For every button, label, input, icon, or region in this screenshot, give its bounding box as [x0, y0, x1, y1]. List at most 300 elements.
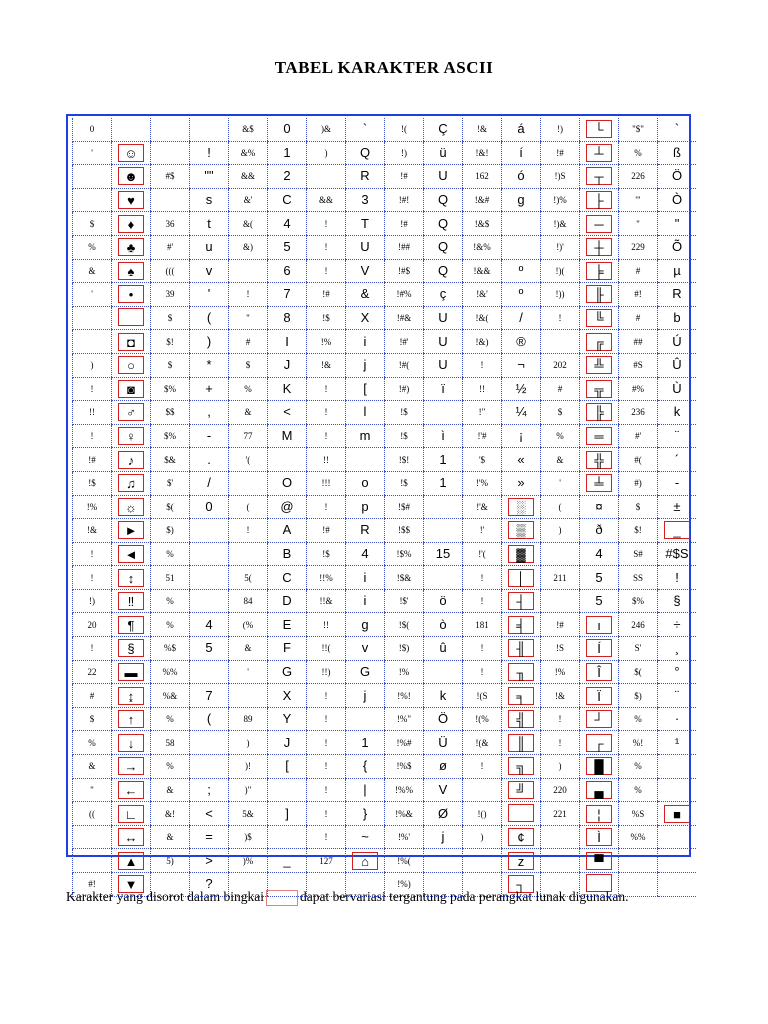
char-cell: [: [268, 755, 307, 779]
code-cell: #!: [619, 283, 658, 307]
char-cell: ¼: [502, 401, 541, 425]
char-cell: [190, 755, 229, 779]
char-cell: [580, 707, 619, 731]
char-cell: ð: [580, 519, 619, 543]
code-cell: !%: [307, 330, 346, 354]
char-cell: T: [346, 212, 385, 236]
code-cell: #): [619, 471, 658, 495]
highlighted-char: ▄: [586, 781, 612, 799]
char-cell: [112, 495, 151, 519]
char-cell: @: [268, 495, 307, 519]
code-cell: !%: [541, 660, 580, 684]
code-cell: 221: [541, 802, 580, 826]
char-cell: C: [268, 566, 307, 590]
char-cell: o: [346, 471, 385, 495]
code-cell: !%): [385, 873, 424, 897]
code-cell: #$: [151, 165, 190, 189]
code-cell: !%': [385, 825, 424, 849]
code-cell: 5): [151, 849, 190, 873]
table-row: [73, 755, 697, 779]
code-cell: 127: [307, 849, 346, 873]
char-cell: 0: [190, 495, 229, 519]
code-cell: [151, 141, 190, 165]
code-cell: $): [619, 684, 658, 708]
code-cell: !!: [307, 448, 346, 472]
char-cell: Õ: [658, 235, 697, 259]
char-cell: [502, 825, 541, 849]
char-cell: b: [658, 306, 697, 330]
code-cell: !#: [307, 519, 346, 543]
code-cell: !!): [307, 660, 346, 684]
code-cell: &: [73, 259, 112, 283]
code-cell: !#): [385, 377, 424, 401]
char-cell: [502, 707, 541, 731]
char-cell: [424, 401, 463, 425]
code-cell: )": [229, 778, 268, 802]
char-cell: [112, 424, 151, 448]
code-cell: 77: [229, 424, 268, 448]
code-cell: [619, 849, 658, 873]
code-cell: %: [151, 542, 190, 566]
char-cell: [580, 283, 619, 307]
highlighted-char: ∟: [118, 805, 144, 823]
highlighted-char: ▬: [118, 663, 144, 681]
highlighted-char: Í: [586, 639, 612, 657]
highlighted-char: ├: [586, 191, 612, 209]
code-cell: !S: [541, 637, 580, 661]
char-cell: [580, 637, 619, 661]
code-cell: %$: [151, 637, 190, 661]
char-cell: j: [346, 353, 385, 377]
code-cell: !&&: [463, 259, 502, 283]
highlighted-char: ▲: [118, 852, 144, 870]
char-cell: [580, 448, 619, 472]
highlighted-char: ┘: [586, 710, 612, 728]
code-cell: !&: [73, 519, 112, 543]
code-cell: !: [463, 755, 502, 779]
char-cell: (: [190, 306, 229, 330]
code-cell: !$: [385, 424, 424, 448]
char-cell: 5: [580, 566, 619, 590]
char-cell: [424, 849, 463, 873]
char-cell: D: [268, 589, 307, 613]
highlighted-char: ı: [586, 616, 612, 634]
code-cell: )!: [229, 755, 268, 779]
code-cell: !&!: [463, 141, 502, 165]
code-cell: (%: [229, 613, 268, 637]
char-cell: ö: [424, 589, 463, 613]
char-cell: [658, 755, 697, 779]
char-cell: [112, 684, 151, 708]
table-row: [73, 212, 697, 236]
code-cell: &&: [307, 188, 346, 212]
char-cell: !: [658, 566, 697, 590]
code-cell: !)(: [541, 259, 580, 283]
code-cell: !: [307, 755, 346, 779]
table-row: [73, 660, 697, 684]
table-row: [73, 684, 697, 708]
char-cell: [502, 755, 541, 779]
code-cell: !": [463, 401, 502, 425]
code-cell: !: [307, 731, 346, 755]
table-row: [73, 330, 697, 354]
code-cell: !$%: [385, 542, 424, 566]
code-cell: S#: [619, 542, 658, 566]
char-cell: [580, 377, 619, 401]
code-cell: $&: [151, 448, 190, 472]
code-cell: &: [229, 637, 268, 661]
code-cell: !%: [73, 495, 112, 519]
code-cell: !: [463, 353, 502, 377]
code-cell: !'#: [463, 424, 502, 448]
char-cell: [112, 519, 151, 543]
code-cell: $%: [151, 424, 190, 448]
highlighted-char: ░: [508, 498, 534, 516]
char-cell: [502, 589, 541, 613]
highlighted-char: ╬: [586, 451, 612, 469]
char-cell: ': [190, 283, 229, 307]
char-cell: `: [658, 118, 697, 141]
highlighted-char: [508, 804, 534, 822]
highlighted-char: ♫: [118, 474, 144, 492]
code-cell: !: [307, 825, 346, 849]
code-cell: 211: [541, 566, 580, 590]
code-cell: 22: [73, 660, 112, 684]
code-cell: !(%: [463, 707, 502, 731]
char-cell: J: [268, 731, 307, 755]
char-cell: [502, 684, 541, 708]
char-cell: O: [268, 471, 307, 495]
char-cell: R: [346, 519, 385, 543]
code-cell: 202: [541, 353, 580, 377]
char-cell: [190, 660, 229, 684]
char-cell: #$S: [658, 542, 697, 566]
char-cell: [502, 802, 541, 826]
code-cell: %: [541, 424, 580, 448]
highlighted-char: z: [508, 852, 534, 870]
char-cell: -: [190, 424, 229, 448]
char-cell: I: [268, 330, 307, 354]
code-cell: !)&: [541, 212, 580, 236]
table-row: [73, 778, 697, 802]
char-cell: A: [268, 519, 307, 543]
highlighted-char: ╝: [508, 781, 534, 799]
char-cell: [112, 566, 151, 590]
char-cell: 15: [424, 542, 463, 566]
code-cell: [541, 825, 580, 849]
code-cell: !$(: [385, 613, 424, 637]
highlighted-char: ☻: [118, 167, 144, 185]
char-cell: ¤: [580, 495, 619, 519]
code-cell: $%: [151, 377, 190, 401]
code-cell: 20: [73, 613, 112, 637]
highlighted-char: Ì: [586, 828, 612, 846]
char-cell: [112, 353, 151, 377]
char-cell: [112, 141, 151, 165]
char-cell: [190, 566, 229, 590]
highlighted-char: ◄: [118, 545, 144, 563]
highlighted-char: ╟: [586, 285, 612, 303]
code-cell: !#%: [385, 283, 424, 307]
char-cell: [112, 660, 151, 684]
code-cell: !%": [385, 707, 424, 731]
code-cell: %%: [151, 660, 190, 684]
code-cell: !%!: [385, 684, 424, 708]
code-cell: ': [73, 141, 112, 165]
code-cell: 162: [463, 165, 502, 189]
char-cell: [502, 613, 541, 637]
char-cell: 4: [346, 542, 385, 566]
char-cell: |: [346, 778, 385, 802]
code-cell: &!: [151, 802, 190, 826]
code-cell: &': [229, 188, 268, 212]
code-cell: )&: [307, 118, 346, 141]
char-cell: Y: [268, 707, 307, 731]
code-cell: !$: [385, 471, 424, 495]
table-row: [73, 542, 697, 566]
char-cell: X: [268, 684, 307, 708]
char-cell: [502, 849, 541, 873]
code-cell: [151, 118, 190, 141]
char-cell: [658, 519, 697, 543]
code-cell: !!: [463, 377, 502, 401]
char-cell: ó: [502, 165, 541, 189]
table-row: [73, 188, 697, 212]
code-cell: !%(: [385, 849, 424, 873]
code-cell: !#(: [385, 353, 424, 377]
highlighted-char: ╩: [586, 356, 612, 374]
code-cell: !: [307, 259, 346, 283]
code-cell: [463, 778, 502, 802]
code-cell: !&): [463, 330, 502, 354]
char-cell: [580, 424, 619, 448]
code-cell: &): [229, 235, 268, 259]
code-cell: !#: [307, 283, 346, 307]
char-cell: Q: [346, 141, 385, 165]
code-cell: !#: [73, 448, 112, 472]
code-cell: ": [73, 778, 112, 802]
char-cell: [580, 684, 619, 708]
code-cell: %&: [151, 684, 190, 708]
code-cell: !(S: [463, 684, 502, 708]
char-cell: [502, 566, 541, 590]
code-cell: !!: [73, 401, 112, 425]
char-cell: ò: [424, 613, 463, 637]
char-cell: [190, 118, 229, 141]
char-cell: ;: [190, 778, 229, 802]
char-cell: [112, 188, 151, 212]
code-cell: !$: [307, 306, 346, 330]
highlighted-char: ‼: [118, 592, 144, 610]
char-cell: û: [424, 637, 463, 661]
char-cell: v: [190, 259, 229, 283]
code-cell: [73, 188, 112, 212]
code-cell: ': [229, 660, 268, 684]
highlighted-char: ♦: [118, 215, 144, 233]
char-cell: k: [658, 401, 697, 425]
char-cell: [580, 660, 619, 684]
highlighted-char: █: [586, 757, 612, 775]
char-cell: [112, 755, 151, 779]
highlighted-char: •: [118, 285, 144, 303]
code-cell: !#': [385, 330, 424, 354]
code-cell: 5&: [229, 802, 268, 826]
char-cell: [658, 778, 697, 802]
code-cell: !: [73, 424, 112, 448]
code-cell: $!: [151, 330, 190, 354]
code-cell: !: [307, 212, 346, 236]
char-cell: Ø: [424, 802, 463, 826]
table-row: [73, 165, 697, 189]
code-cell: !$: [307, 542, 346, 566]
char-cell: ï: [424, 377, 463, 401]
char-cell: M: [268, 424, 307, 448]
char-cell: Ò: [658, 188, 697, 212]
code-cell: [229, 542, 268, 566]
code-cell: !(): [463, 802, 502, 826]
code-cell: !$&: [385, 566, 424, 590]
char-cell: [580, 353, 619, 377]
char-cell: [580, 141, 619, 165]
code-cell: !: [307, 495, 346, 519]
code-cell: !'(: [463, 542, 502, 566]
highlighted-char: ┼: [586, 238, 612, 256]
highlighted-char: ╠: [586, 403, 612, 421]
code-cell: 236: [619, 401, 658, 425]
code-cell: #: [619, 259, 658, 283]
code-cell: [229, 259, 268, 283]
char-cell: ±: [658, 495, 697, 519]
char-cell: [502, 235, 541, 259]
char-cell: [502, 212, 541, 236]
footnote-after: dapat bervariasi tergantung pada perangkat lunak digunakan.: [299, 889, 629, 904]
char-cell: V: [346, 259, 385, 283]
code-cell: !'&: [463, 495, 502, 519]
char-cell: [112, 589, 151, 613]
highlighted-char: ♥: [118, 191, 144, 209]
highlighted-char: ☺: [118, 144, 144, 162]
char-cell: [502, 495, 541, 519]
char-cell: Q: [424, 188, 463, 212]
char-cell: [580, 802, 619, 826]
code-cell: ): [229, 731, 268, 755]
char-cell: 1: [346, 731, 385, 755]
table-row: [73, 377, 697, 401]
char-cell: [112, 613, 151, 637]
code-cell: #: [619, 306, 658, 330]
char-cell: u: [190, 235, 229, 259]
code-cell: #: [73, 684, 112, 708]
char-cell: [268, 825, 307, 849]
code-cell: !!&: [307, 589, 346, 613]
char-cell: Q: [424, 212, 463, 236]
char-cell: [: [346, 377, 385, 401]
code-cell: S': [619, 637, 658, 661]
char-cell: i: [346, 330, 385, 354]
code-cell: #': [151, 235, 190, 259]
highlighted-char: §: [118, 639, 144, 657]
char-cell: [502, 542, 541, 566]
char-cell: [502, 778, 541, 802]
code-cell: ##: [619, 330, 658, 354]
char-cell: 7: [190, 684, 229, 708]
table-row: [73, 235, 697, 259]
char-cell: _: [268, 849, 307, 873]
code-cell: %: [73, 731, 112, 755]
code-cell: !: [307, 235, 346, 259]
highlighted-char: ↕: [118, 569, 144, 587]
code-cell: 58: [151, 731, 190, 755]
code-cell: %: [151, 589, 190, 613]
char-cell: ]: [268, 802, 307, 826]
code-cell: #S: [619, 353, 658, 377]
footnote: [66, 888, 706, 906]
char-cell: [112, 778, 151, 802]
code-cell: !#&: [385, 306, 424, 330]
char-cell: s: [190, 188, 229, 212]
char-cell: [580, 755, 619, 779]
highlighted-char: ←: [118, 781, 144, 799]
ascii-table: [72, 118, 696, 897]
char-cell: [346, 448, 385, 472]
code-cell: SS: [619, 566, 658, 590]
char-cell: [112, 707, 151, 731]
code-cell: 181: [463, 613, 502, 637]
char-cell: [502, 731, 541, 755]
code-cell: !#: [541, 141, 580, 165]
char-cell: [580, 401, 619, 425]
code-cell: !: [463, 660, 502, 684]
code-cell: %: [73, 235, 112, 259]
char-cell: i: [346, 566, 385, 590]
char-cell: [580, 212, 619, 236]
table-row: [73, 707, 697, 731]
char-cell: k: [424, 684, 463, 708]
highlighted-char: ╣: [508, 710, 534, 728]
char-cell: [580, 613, 619, 637]
char-cell: Ö: [658, 165, 697, 189]
code-cell: !#!: [385, 188, 424, 212]
code-cell: !$: [385, 401, 424, 425]
code-cell: (: [541, 495, 580, 519]
char-cell: Ù: [658, 377, 697, 401]
code-cell: (: [229, 495, 268, 519]
char-cell: [580, 330, 619, 354]
highlighted-char: ♪: [118, 451, 144, 469]
code-cell: &(: [229, 212, 268, 236]
code-cell: )$: [229, 825, 268, 849]
highlighted-char: [118, 308, 144, 326]
char-cell: ¨: [658, 684, 697, 708]
char-cell: [502, 637, 541, 661]
code-cell: !#: [385, 165, 424, 189]
char-cell: 7: [268, 283, 307, 307]
code-cell: !&#: [463, 188, 502, 212]
char-cell: [580, 235, 619, 259]
highlighted-char: ↔: [118, 828, 144, 846]
char-cell: [112, 235, 151, 259]
char-cell: R: [658, 283, 697, 307]
code-cell: 51: [151, 566, 190, 590]
code-cell: ': [73, 283, 112, 307]
code-cell: &$: [229, 118, 268, 141]
code-cell: $): [151, 519, 190, 543]
char-cell: [502, 519, 541, 543]
char-cell: í: [502, 141, 541, 165]
char-cell: 4: [580, 542, 619, 566]
code-cell: !: [541, 731, 580, 755]
highlighted-char: ¦: [586, 805, 612, 823]
